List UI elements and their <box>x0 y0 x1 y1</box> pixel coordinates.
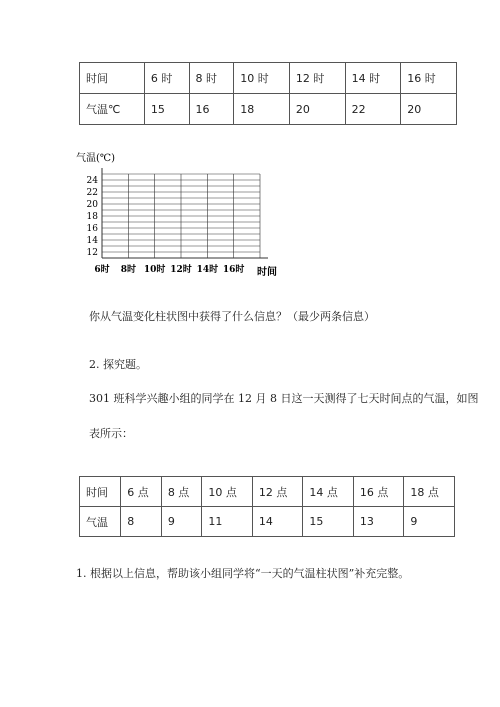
x-tick-label: 8时 <box>120 265 136 275</box>
y-tick-label: 16 <box>86 224 98 234</box>
y-tick-label: 14 <box>86 236 98 246</box>
table-row <box>80 94 457 125</box>
table-cell: 18 <box>234 94 290 125</box>
x-tick-label: 10时 <box>143 265 166 275</box>
table-cell: 时间 <box>80 477 121 507</box>
x-axis-label: 时间 <box>257 267 277 278</box>
x-tick-label: 16时 <box>222 265 245 275</box>
table-cell: 12 时 <box>289 63 345 94</box>
table-row <box>80 63 457 94</box>
table-cell: 22 <box>345 94 401 125</box>
table-cell: 9 <box>161 507 202 537</box>
temperature-table-1 <box>79 62 457 125</box>
y-tick-label: 12 <box>86 248 98 258</box>
table-cell: 16 点 <box>353 477 404 507</box>
section-2-heading: 2. 探究题。 <box>89 358 147 371</box>
table-cell: 时间 <box>80 63 145 94</box>
y-axis-label: 气温(℃) <box>76 153 115 164</box>
table-cell: 18 点 <box>404 477 455 507</box>
table-row <box>80 507 455 537</box>
chart-grid <box>102 168 268 258</box>
table-cell: 14 <box>252 507 303 537</box>
table-cell: 8 <box>121 507 162 537</box>
table-cell: 20 <box>401 94 457 125</box>
intro-text-line-1: 301 班科学兴趣小组的同学在 12 月 8 日这一天测得了七天时间点的气温，如图 <box>89 392 479 405</box>
table-cell: 13 <box>353 507 404 537</box>
y-tick-label: 22 <box>86 188 98 198</box>
table-cell: 9 <box>404 507 455 537</box>
table-row <box>80 477 455 507</box>
table-cell: 8 时 <box>189 63 234 94</box>
table-cell: 6 时 <box>144 63 189 94</box>
table-cell: 10 时 <box>234 63 290 94</box>
table-cell: 12 点 <box>252 477 303 507</box>
table-cell: 气温 <box>80 507 121 537</box>
y-tick-label: 20 <box>86 200 98 210</box>
table-cell: 气温℃ <box>80 94 145 125</box>
table-cell: 15 <box>144 94 189 125</box>
table-cell: 10 点 <box>202 477 253 507</box>
task-1: 1. 根据以上信息，帮助该小组同学将“一天的气温柱状图”补充完整。 <box>76 567 410 580</box>
table-cell: 15 <box>303 507 354 537</box>
temperature-table-2 <box>79 476 455 537</box>
table-cell: 14 时 <box>345 63 401 94</box>
table-cell: 20 <box>289 94 345 125</box>
table-cell: 16 时 <box>401 63 457 94</box>
table-cell: 16 <box>189 94 234 125</box>
x-tick-label: 6时 <box>94 265 110 275</box>
table-cell: 11 <box>202 507 253 537</box>
intro-text-line-2: 表所示： <box>89 427 133 440</box>
y-tick-label: 18 <box>86 212 98 222</box>
temperature-bar-chart <box>70 148 300 280</box>
x-tick-label: 12时 <box>170 265 192 275</box>
table-cell: 8 点 <box>161 477 202 507</box>
question-1: 你从气温变化柱状图中获得了什么信息？（最少两条信息） <box>89 310 375 323</box>
table-cell: 14 点 <box>303 477 354 507</box>
y-tick-label: 24 <box>86 176 98 186</box>
x-tick-label: 14时 <box>196 265 219 275</box>
table-cell: 6 点 <box>121 477 162 507</box>
